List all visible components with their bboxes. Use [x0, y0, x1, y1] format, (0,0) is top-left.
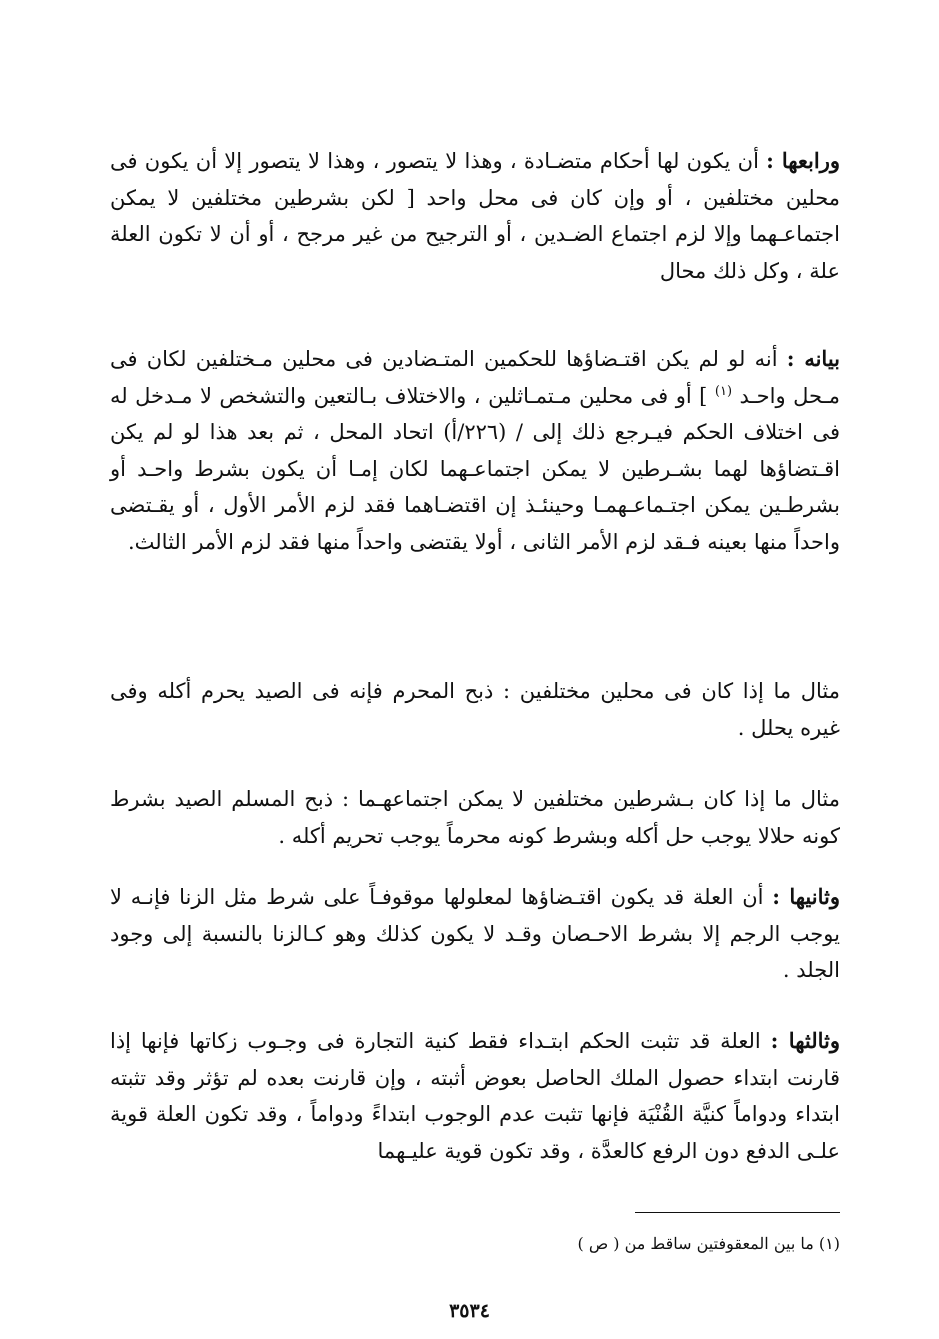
- paragraph-fourth: [110, 143, 840, 289]
- paragraph-second: [110, 879, 840, 989]
- footnote-marker: (١): [714, 383, 733, 399]
- paragraph-lead: وثالثها :: [770, 1028, 840, 1053]
- paragraph-third: [110, 1023, 840, 1169]
- paragraph-text: أن العلة قد يكون اقتـضاؤها لمعلولها موقوفـاً على شرط مثل الزنا فإنـه لا يوجب الرجم إلا بشرط الاحـصان وقـد لا يكون كذلك وهو كـالزنا بالنسبة إلى وجود الجلد .: [110, 885, 840, 982]
- page-number: ٣٥٣٤: [449, 1300, 490, 1322]
- paragraph-example-places: [110, 673, 840, 746]
- paragraph-text: مثال ما إذا كان بـشرطين مختلفين لا يمكن اجتماعهـما : ذبح المسلم الصيد بشرط كونه حلالا يوجب حل أكله وبشرط كونه محرماً يوجب تحريم أكله .: [110, 787, 840, 848]
- footnote-divider: [635, 1212, 840, 1213]
- paragraph-lead: بيانه :: [786, 346, 841, 371]
- paragraph-lead: ورابعها :: [766, 148, 840, 173]
- paragraph-explanation: [110, 341, 840, 560]
- paragraph-text: أن يكون لها أحكام متضـادة ، وهذا لا يتصور ، وهذا لا يتصور إلا أن يكون فى محلين مختلفين ، أو وإن كان فى محل واحد [ لكن بشرطين مختلفين لا يمكن اجتماعـهما وإلا لزم اجتماع الضـدين ، أو الترجيح من غير مرجح ، أو أن لا تكون العلة علة ، وكل ذلك محال: [110, 149, 840, 283]
- paragraph-text: أنه لو لم يكن اقتـضاؤها للحكمين المتـضادين فى محلين مـختلفين لكان فى مـحل واحـد: [110, 347, 840, 408]
- paragraph-example-conditions: [110, 781, 840, 854]
- paragraph-text: ] أو فى محلين مـتمـاثلين ، والاختلاف بـالتعين والتشخص لا مـدخل له فى اختلاف الحكم فيـرجع ذلك إلى / (٢٢٦/أ) اتحاد المحل ، ثم بعد هذا لو لم يكن اقـتضاؤها لهما بشـرطين لا يمكن اجتماعـهما لكان إمـا أن يكون بشرط واحـد أو بشرطـين يمكن اجتـماعـهمـا وحينئـذ إن اقتضـاهما فقد لزم الأمر الأول ، أو يقـتضى واحداً منها بعينه فـقد لزم الأمر الثانى ، أولا يقتضى واحداً منها فقد لزم الأمر الثالث.: [110, 383, 841, 554]
- paragraph-text: مثال ما إذا كان فى محلين مختلفين : ذبح المحرم فإنه فى الصيد يحرم أكله وفى غيره يحلل .: [110, 679, 840, 740]
- paragraph-text: العلة قد تثبت الحكم ابتـداء فقط كنية التجارة فى وجـوب زكاتها فإنها إذا قارنت ابتداء حصول الملك الحاصل بعوض أثبته ، وإن قارنت بعده لم تؤثر وقد تثبته ابتداء ودواماً كنيَّة القُنْيَة فإنها تثبت عدم الوجوب ابتداءً ودواماً ، وقد تكون العلة قوية علـى الدفع دون الرفع كالعدَّة ، وقد تكون قوية عليـهما: [110, 1029, 840, 1163]
- footnote: (١) ما بين المعقوفتين ساقط من ( ص ): [577, 1234, 840, 1253]
- paragraph-lead: وثانيها :: [772, 884, 840, 909]
